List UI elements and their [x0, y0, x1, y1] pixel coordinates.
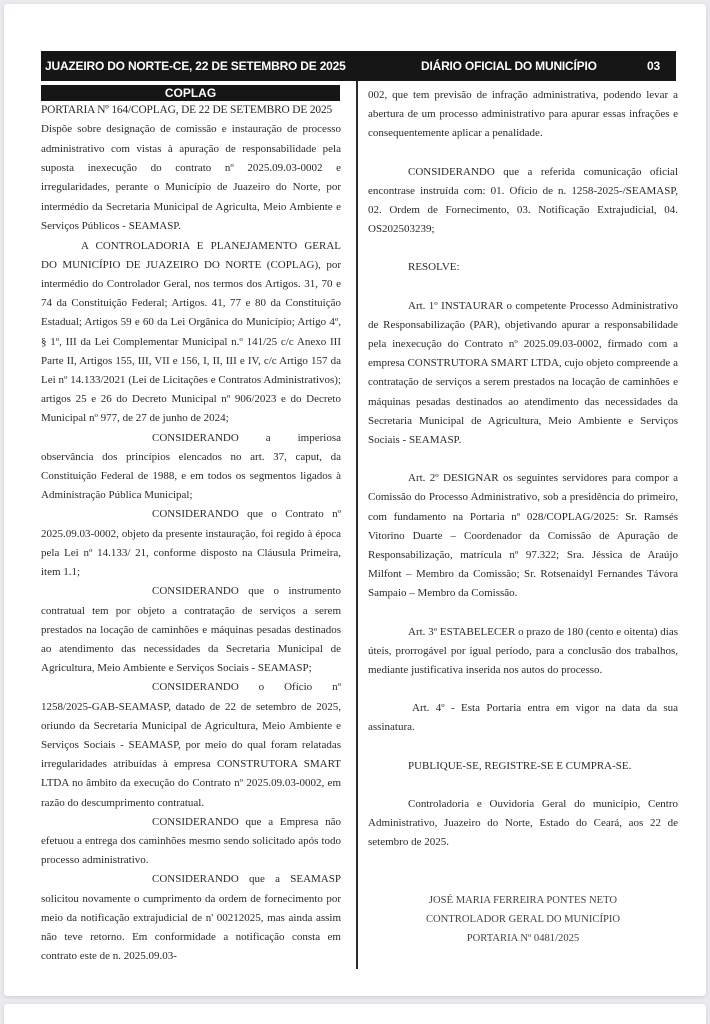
- considerando-paragraph: CONSIDERANDO a imperiosa observância dos princípios elencados no art. 37, caput, da Constituição Federal de 1988, e em todos os segmentos ligados à Administração Pública Municipal;: [41, 431, 341, 502]
- page-header-bar: [41, 51, 676, 81]
- portaria-title: PORTARIA Nº 164/COPLAG, DE 22 DE SETEMBRO DE 2025: [41, 104, 333, 116]
- signatory-role: CONTROLADOR GERAL DO MUNICÍPIO: [425, 913, 621, 925]
- document-page: [4, 4, 706, 996]
- preamble-paragraph: A CONTROLADORIA E PLANEJAMENTO GERAL DO MUNICÍPIO DE JUAZEIRO DO NORTE (COPLAG), por intermédio do Controlador Geral, nos termos dos Artigos. 31, 70 e 74 da Constituição Federal; Artigos. 41, 77 e 80 da Constituição Estadual; Artigos 59 e 60 da Lei Orgânica do Município; Artigo 4º, § 1º, III da Lei Complementar Municipal n.º 141/25 c/c Anexo III Parte II, Artigos 155, III, VII e 156, I, II, III e IV, c/c Artigo 157 da Lei nº 14.133/2021 (Lei de Licitações e Contratos Administrativos); artigos 25 e 26 do Decreto Municipal nº 906/2023 e do Decreto Municipal nº 977, de 27 de junho de 2024;: [41, 239, 341, 425]
- signature-block: [368, 891, 678, 948]
- considerando-paragraph: CONSIDERANDO que a SEAMASP solicitou novamente o cumprimento da ordem de fornecimento por meio da notificação extrajudicial de n' 00212025, mas ainda assim não teve retorno. Em conformidade a notificação consta em contrato este de n. 2025.09.03-: [41, 873, 341, 963]
- considerando-paragraph: CONSIDERANDO que a referida comunicação oficial encontrase instruída com: 01. Ofício de n. 1258-2025-/SEAMASP, 02. Ordem de Fornecimento, 03. Notificação Extrajudicial, 04. OS202503239;: [368, 165, 678, 236]
- section-title-bar: COPLAG: [41, 85, 340, 101]
- right-column: [368, 86, 678, 948]
- signatory-name: JOSÉ MARIA FERREIRA PONTES NETO: [428, 894, 618, 906]
- continuation-paragraph: 002, que tem previsão de infração administrativa, podendo levar a abertura de um processo administrativo para apurar essas infrações e consequentemente aplicar a penalidade.: [368, 89, 678, 140]
- considerando-paragraph: CONSIDERANDO o Ofício nº 1258/2025-GAB-SEAMASP, datado de 22 de setembro de 2025, oriundo da Secretaria Municipal de Agricultura, Meio Ambiente e Serviços Sociais - SEAMASP, por meio do qual foram relatadas irregularidades atribuídas à empresa CONSTRUTORA SMART LTDA no âmbito da execução do Contrato nº 2025.09.03-0002, em razão do descumprimento contratual.: [41, 681, 341, 809]
- considerando-paragraph: CONSIDERANDO que o instrumento contratual tem por objeto a contratação de serviços a serem prestados na locação de caminhões e máquinas pesadas destinados ao atendimento das necessidades da Secretaria Municipal de Agricultura, Meio Ambiente e Serviços Sociais - SEAMASP;: [41, 585, 341, 675]
- article-paragraph: Art. 4º - Esta Portaria entra em vigor na data da sua assinatura.: [368, 702, 678, 734]
- closing-paragraph: Controladoria e Ouvidoria Geral do município, Centro Administrativo, Juazeiro do Norte, Estado do Ceará, aos 22 de setembro de 2025.: [368, 797, 678, 849]
- next-page-edge: [4, 1004, 706, 1024]
- article-paragraph: Art. 1º INSTAURAR o competente Processo Administrativo de Responsabilização (PAR), objetivando apurar a responsabilidade pela inexecução do Contrato nº 2025.09.03-0002, firmado com a empresa CONSTRUTORA SMART LTDA, cujo objeto compreende a contratação de serviços a serem prestados na locação de caminhões e máquinas pesadas destinados ao atendimento das necessidades da Secretaria Municipal de Agricultura, Meio Ambiente e Serviços Sociais - SEAMASP.: [368, 299, 678, 447]
- article-paragraph: Art. 3º ESTABELECER o prazo de 180 (cento e oitenta) dias úteis, prorrogável por igual período, para a conclusão dos trabalhos, mediante justificativa inserida nos autos do processo.: [368, 625, 678, 677]
- column-divider: [356, 81, 358, 969]
- header-page-number: 03: [647, 59, 660, 73]
- portaria-ementa: Dispõe sobre designação de comissão e instauração de processo administrativo com vistas à apuração de responsabilidade pela suposta inexecução do contrato nº 2025.09.03-0002 e irregularidades, perante o Município de Juazeiro do Norte, por intermédio da Secretaria Municipal de Agriculta, Meio Ambiente e Serviços Públicos - SEAMASP.: [41, 123, 341, 233]
- considerando-paragraph: CONSIDERANDO que a Empresa não efetuou a entrega dos caminhões mesmo sendo solicitado após todo processo administrativo.: [41, 815, 341, 867]
- header-publication-title: DIÁRIO OFICIAL DO MUNICÍPIO: [421, 59, 597, 73]
- article-paragraph: Art. 2º DESIGNAR os seguintes servidores para compor a Comissão do Processo Administrativo, sob a presidência do primeiro, com fundamento na Portaria nº 028/COPLAG/2025: Sr. Ramsés Vitorino Duarte – Coordenador da Comissão de Apuração de Responsabilização, matrícula nº 97.322; Sra. Jéssica de Araújo Milfont – Membro da Comissão; Sr. Rotsenaidyl Fernandes Távora Sampaio – Membro da Comissão.: [368, 472, 678, 600]
- header-city-date: JUAZEIRO DO NORTE-CE, 22 DE SETEMBRO DE 2025: [45, 59, 346, 73]
- considerando-paragraph: CONSIDERANDO que o Contrato nº 2025.09.03-0002, objeto da presente instauração, foi regido à época pela Lei nº 14.133/ 21, conforme disposto na Cláusula Primeira, item 1.1;: [41, 508, 341, 579]
- resolve-heading: RESOLVE:: [408, 261, 460, 274]
- publique-statement: PUBLIQUE-SE, REGISTRE-SE E CUMPRA-SE.: [408, 759, 632, 772]
- signatory-portaria: PORTARIA Nº 0481/2025: [466, 932, 580, 944]
- left-column: [41, 101, 341, 966]
